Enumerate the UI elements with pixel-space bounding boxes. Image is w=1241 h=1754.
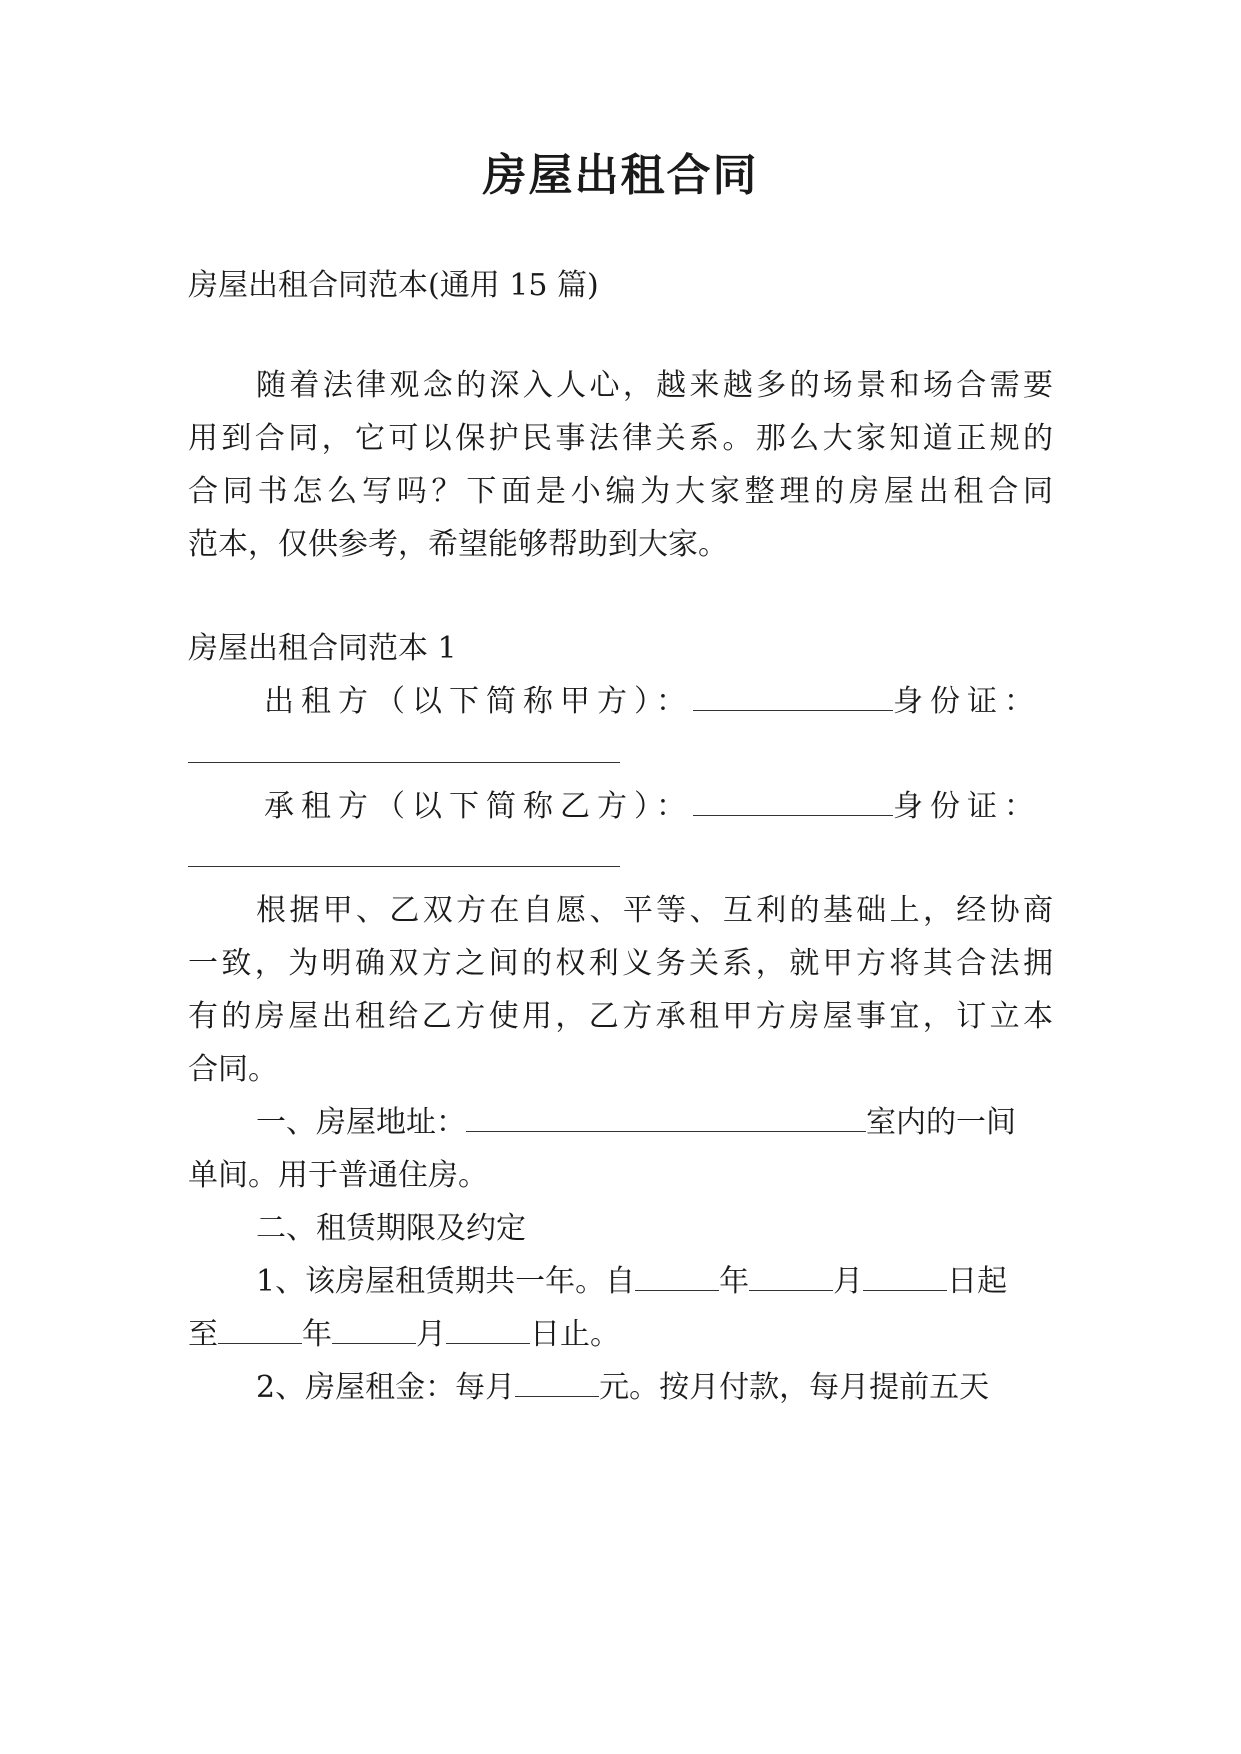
clause-1-line-2: 单间。用于普通住房。 [188,1158,488,1193]
end-day-blank [446,1317,530,1344]
section-heading: 房屋出租合同范本 1 [188,631,457,666]
start-day-label: 日起 [947,1264,1008,1299]
start-year-blank [635,1264,719,1291]
end-day-label: 日止。 [530,1317,620,1352]
end-month-label: 月 [416,1317,446,1352]
basis-line-4: 合同。 [188,1052,278,1087]
lessor-label: 出租方（以下简称甲方）： [264,684,693,719]
start-month-label: 月 [833,1264,864,1299]
lessee-label: 承租方（以下简称乙方）： [264,789,693,824]
intro-line-1: 随着法律观念的深入人心，越来越多的场景和场合需要 [256,368,1053,403]
end-year-label: 年 [302,1317,332,1352]
lessor-id-label: 身份证： [893,684,1041,719]
lessee-id-blank [188,866,620,867]
rent-amount-blank [515,1370,599,1397]
end-year-blank [218,1317,302,1344]
address-blank [466,1105,866,1132]
clause-1-suffix: 室内的一间 [866,1105,1016,1140]
lessee-id-label: 身份证： [893,789,1041,824]
clause-1-prefix: 一、房屋地址： [256,1105,466,1140]
rent-row [256,1370,1053,1406]
term-to: 至 [188,1317,218,1352]
lessor-row [264,684,1064,720]
intro-line-3: 合同书怎么写吗？下面是小编为大家整理的房屋出租合同 [188,474,1053,509]
lessee-name-blank [693,789,893,816]
rent-prefix: 2、房屋租金：每月 [256,1370,516,1405]
term-row-1 [256,1264,1053,1300]
document-title: 房屋出租合同 [482,150,759,201]
basis-line-1: 根据甲、乙双方在自愿、平等、互利的基础上，经协商 [256,893,1053,928]
document-subtitle: 房屋出租合同范本(通用 15 篇) [188,268,599,303]
clause-2-heading: 二、租赁期限及约定 [256,1211,526,1246]
end-month-blank [332,1317,416,1344]
term-row-2 [188,1317,1053,1353]
basis-line-2: 一致，为明确双方之间的权利义务关系，就甲方将其合法拥 [188,946,1053,981]
lessor-name-blank [693,684,893,711]
start-day-blank [863,1264,947,1291]
start-year-label: 年 [719,1264,750,1299]
clause-1-row [256,1105,1053,1141]
intro-line-2: 用到合同，它可以保护民事法律关系。那么大家知道正规的 [188,421,1053,456]
rent-suffix: 元。按月付款，每月提前五天 [599,1370,990,1405]
intro-line-4: 范本，仅供参考，希望能够帮助到大家。 [188,527,728,562]
basis-line-3: 有的房屋出租给乙方使用，乙方承租甲方房屋事宜，订立本 [188,999,1053,1034]
lessor-id-blank [188,762,620,763]
term-prefix: 1、该房屋租赁期共一年。自 [256,1264,636,1299]
start-month-blank [749,1264,833,1291]
lessee-row [264,789,1064,825]
